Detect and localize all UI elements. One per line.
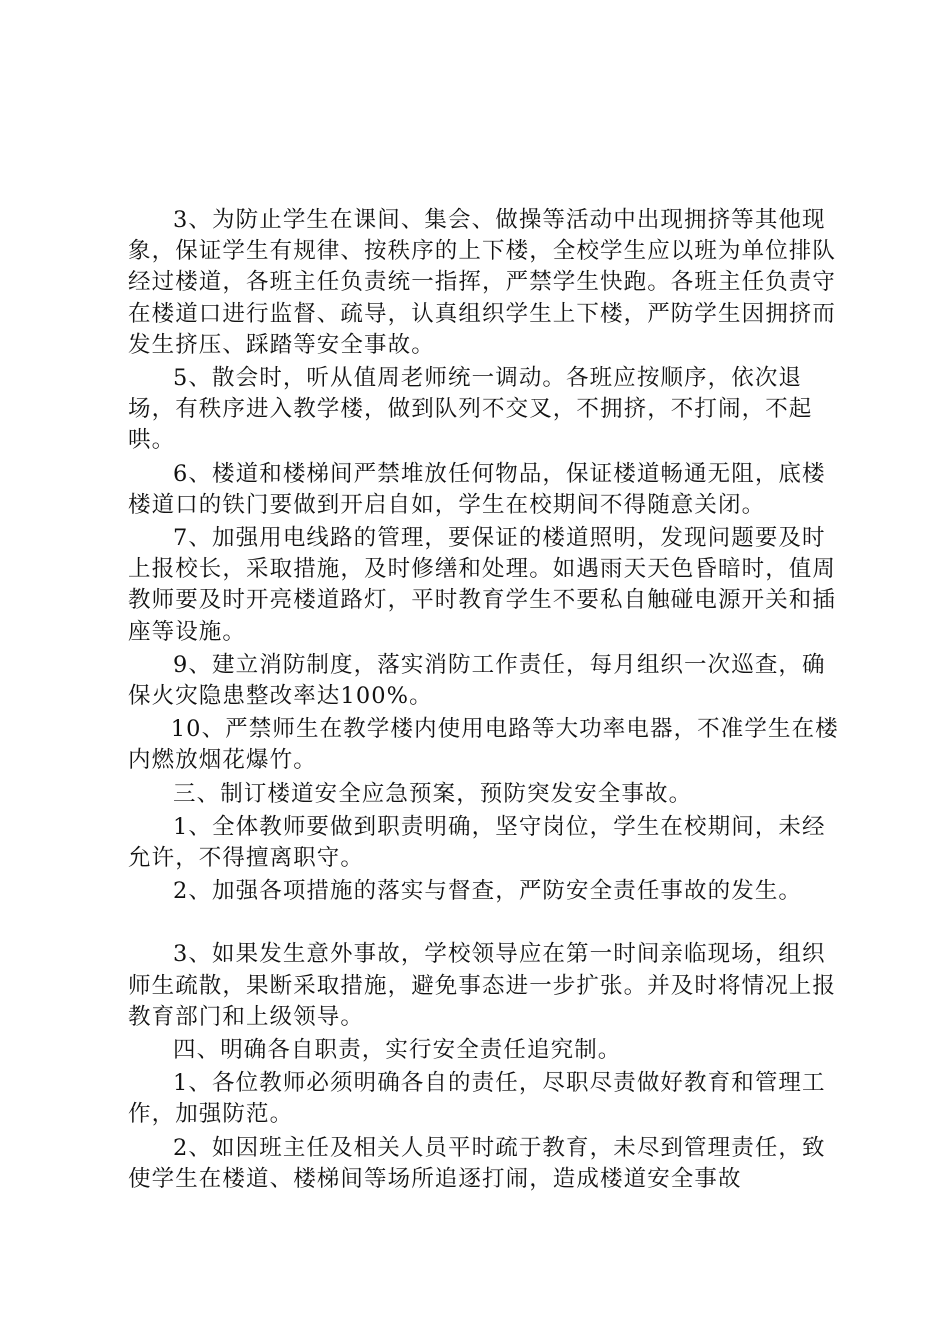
paragraph-item-9: 9、建立消防制度，落实消防工作责任，每月组织一次巡查，确保火灾隐患整改率达100%。 (128, 651, 826, 710)
paragraph-section-three-item-3: 3、如果发生意外事故，学校领导应在第一时间亲临现场，组织师生疏散，果断采取措施，避免事态进一步扩张。并及时将情况上报教育部门和上级领导。 (128, 941, 837, 1030)
paragraph-section-four-item-2: 2、如因班主任及相关人员平时疏于教育，未尽到管理责任，致使学生在楼道、楼梯间等场所追逐打闹，造成楼道安全事故 (128, 1134, 826, 1192)
section-heading-four: 四、明确各自职责，实行安全责任追究制。 (173, 1037, 622, 1064)
paragraph-section-four-item-1: 1、各位教师必须明确各自的责任，尽职尽责做好教育和管理工作，加强防范。 (128, 1070, 826, 1128)
paragraph-item-3: 3、为防止学生在课间、集会、做操等活动中出现拥挤等其他现象，保证学生有规律、按秩序的上下楼，全校学生应以班为单位排队经过楼道，各班主任负责统一指挥，严禁学生快跑。各班主任负责守在楼道口进行监督、疏导，认真组织学生上下楼，严防学生因拥挤而发生挤压、踩踏等安全事故。 (128, 207, 837, 358)
document-body (128, 205, 848, 1195)
paragraph-section-three-item-2: 2、加强各项措施的落实与督查，严防安全责任事故的发生。 (173, 878, 803, 905)
paragraph-item-6: 6、楼道和楼梯间严禁堆放任何物品，保证楼道畅通无阻，底楼楼道口的铁门要做到开启自如，学生在校期间不得随意关闭。 (128, 460, 826, 518)
paragraph-item-10: 10、严禁师生在教学楼内使用电路等大功率电器，不准学生在楼内燃放烟花爆竹。 (128, 716, 839, 774)
paragraph-section-three-item-1: 1、全体教师要做到职责明确，坚守岗位，学生在校期间，未经允许，不得擅离职守。 (128, 813, 826, 872)
paragraph-item-7: 7、加强用电线路的管理，要保证的楼道照明，发现问题要及时上报校长，采取措施，及时修缮和处理。如遇雨天天色昏暗时，值周教师要及时开亮楼道路灯，平时教育学生不要私自触碰电源开关和插座等设施。 (128, 525, 837, 645)
paragraph-item-5: 5、散会时，听从值周老师统一调动。各班应按顺序，依次退场，有秩序进入教学楼，做到队列不交叉，不拥挤，不打闹，不起哄。 (128, 365, 813, 454)
section-heading-three: 三、制订楼道安全应急预案，预防突发安全事故。 (173, 780, 693, 807)
